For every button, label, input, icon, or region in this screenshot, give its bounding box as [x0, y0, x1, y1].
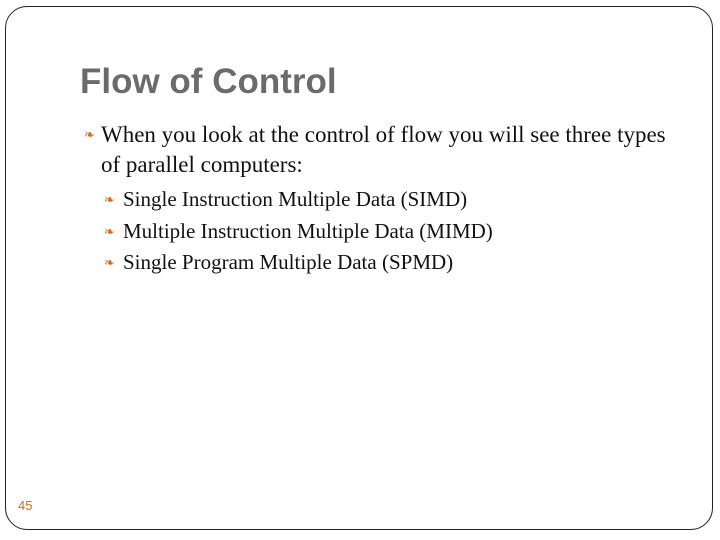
sub-bullet-text: Single Program Multiple Data (SPMD) [123, 250, 454, 274]
bullet-text: When you look at the control of flow you will see three types of parallel computers: [101, 122, 666, 177]
bullet-fleuron-icon: ❧ [104, 256, 115, 271]
bullet-fleuron-icon: ❧ [104, 193, 115, 208]
sub-bullet-text: Single Instruction Multiple Data (SIMD) [123, 187, 468, 211]
slide-title: Flow of Control [80, 62, 337, 101]
bullet-fleuron-icon: ❧ [84, 128, 95, 143]
bullet-point [84, 120, 684, 180]
sub-bullet-simd [84, 184, 684, 216]
page-number: 45 [18, 498, 33, 513]
bullet-fleuron-icon: ❧ [104, 224, 115, 240]
sub-bullet-text: Multiple Instruction Multiple Data (MIMD) [123, 218, 493, 243]
slide-body [84, 120, 684, 279]
sub-bullet-spmd [84, 247, 684, 279]
sub-bullet-mimd [84, 216, 684, 248]
